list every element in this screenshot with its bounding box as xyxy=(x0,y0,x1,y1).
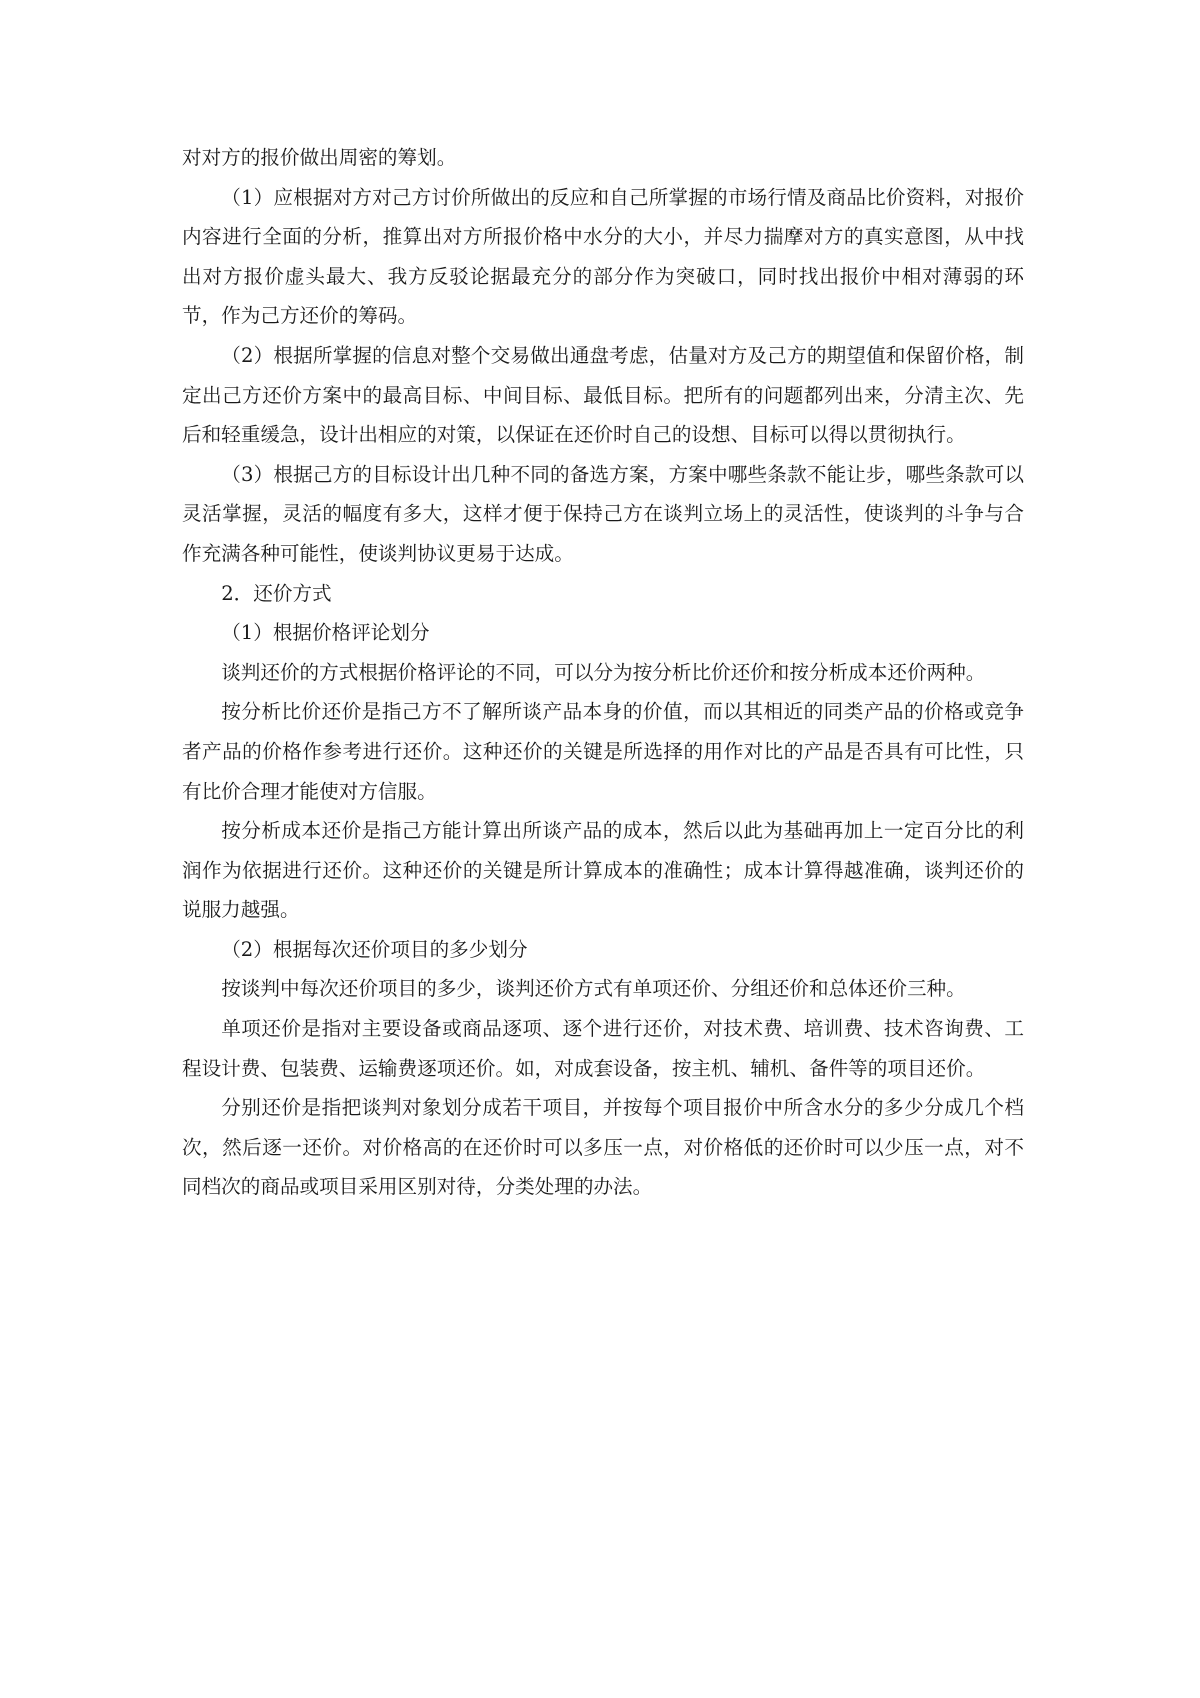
paragraph-point-2: （2）根据所掌握的信息对整个交易做出通盘考虑，估量对方及己方的期望值和保留价格，制定出己方还价方案中的最高目标、中间目标、最低目标。把所有的问题都列出来，分清主次、先后和轻重缓急，设计出相应的对策，以保证在还价时自己的设想、目标可以得以贯彻执行。 xyxy=(182,343,1024,447)
section-heading-counteroffer-methods: 2．还价方式 xyxy=(221,581,332,605)
document-body xyxy=(182,138,1024,1207)
subheading-price-comment: （1）根据价格评论划分 xyxy=(221,621,430,645)
paragraph-comparison-pricing: 按分析比价还价是指己方不了解所谈产品本身的价值，而以其相近的同类产品的价格或竞争者产品的价格作参考进行还价。这种还价的关键是所选择的用作对比的产品是否具有可比性，只有比价合理才能使对方信服。 xyxy=(182,700,1024,803)
paragraph-single-item: 单项还价是指对主要设备或商品逐项、逐个进行还价，对技术费、培训费、技术咨询费、工程设计费、包装费、运输费逐项还价。如，对成套设备，按主机、辅机、备件等的项目还价。 xyxy=(182,1017,1024,1080)
paragraph-cost-pricing: 按分析成本还价是指己方能计算出所谈产品的成本，然后以此为基础再加上一定百分比的利润作为依据进行还价。这种还价的关键是所计算成本的准确性；成本计算得越准确，谈判还价的说服力越强。 xyxy=(182,819,1024,922)
paragraph-three-methods: 按谈判中每次还价项目的多少，谈判还价方式有单项还价、分组还价和总体还价三种。 xyxy=(221,977,966,1001)
subheading-item-count: （2）根据每次还价项目的多少划分 xyxy=(221,937,528,961)
paragraph-point-1: （1）应根据对方对己方讨价所做出的反应和自己所掌握的市场行情及商品比价资料，对报价内容进行全面的分析，推算出对方所报价格中水分的大小，并尽力揣摩对方的真实意图，从中找出对方报价虚头最大、我方反驳论据最充分的部分作为突破口，同时找出报价中相对薄弱的环节，作为己方还价的筹码。 xyxy=(182,185,1024,328)
paragraph-point-3: （3）根据己方的目标设计出几种不同的备选方案，方案中哪些条款不能让步，哪些条款可以灵活掌握，灵活的幅度有多大，这样才便于保持己方在谈判立场上的灵活性，使谈判的斗争与合作充满各种可能性，使谈判协议更易于达成。 xyxy=(182,462,1024,565)
paragraph-grouped: 分别还价是指把谈判对象划分成若干项目，并按每个项目报价中所含水分的多少分成几个档次，然后逐一还价。对价格高的在还价时可以多压一点，对价格低的还价时可以少压一点，对不同档次的商品或项目采用区别对待，分类处理的办法。 xyxy=(182,1096,1024,1199)
paragraph-two-methods: 谈判还价的方式根据价格评论的不同，可以分为按分析比价还价和按分析成本还价两种。 xyxy=(221,660,986,684)
paragraph-continuation: 对对方的报价做出周密的筹划。 xyxy=(182,146,457,169)
